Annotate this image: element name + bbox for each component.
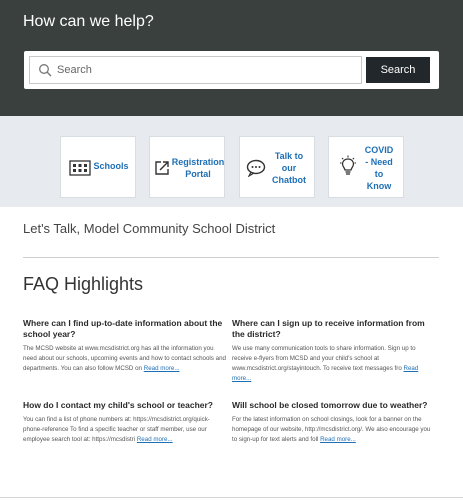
divider (0, 497, 463, 498)
read-more-link[interactable]: Read more... (320, 436, 356, 443)
hero-section (0, 0, 463, 116)
grid-icon (69, 157, 91, 179)
faq-answer: We use many communication tools to share information. Sign up to receive e-flyers from MCSD and your child's school at www.mcsdistrict.org/stayintouch. To receive text messages fro Read more... (232, 345, 419, 382)
quick-link-schools[interactable] (60, 136, 136, 198)
faq-answer: You can find a list of phone numbers at: https://mcsdistrict.org/quick-phone-reference To find a specific teacher or staff member, use our employee search tool at: https://mcsdistri Read more... (23, 416, 210, 443)
lightbulb-icon (339, 155, 357, 177)
read-more-link[interactable]: Read more... (143, 365, 180, 372)
read-more-link[interactable]: Read more... (232, 365, 419, 382)
hero-title: How can we help? (23, 13, 154, 30)
district-heading: Let's Talk, Model Community School District (23, 221, 276, 236)
quick-link-registration-portal[interactable] (149, 136, 225, 198)
quick-link-label: COVID - Need to Know (364, 145, 394, 191)
faq-title: FAQ Highlights (23, 274, 144, 294)
faq-answer: The MCSD website at www.mcsdistrict.org has all the information you need about our schools, upcoming events and how to contact schools and departments. You can also follow MCSD on Read more... (23, 345, 226, 372)
quick-link-chatbot[interactable] (239, 136, 315, 198)
faq-item (23, 400, 228, 445)
faq-question: Will school be closed tomorrow due to weather? (232, 400, 428, 410)
quick-link-label: Talk to our Chatbot (272, 151, 306, 185)
faq-question: Where can I find up-to-date information about the school year? (23, 318, 223, 339)
search-button[interactable]: Search (366, 57, 430, 83)
search-field[interactable] (29, 56, 362, 84)
divider (23, 257, 439, 258)
faq-answer: For the latest information on school closings, look for a banner on the homepage of our website, http://mcsdistrict.org/. We also encourage you to sign-up for text alerts and foll Read more... (232, 416, 431, 443)
faq-item (232, 318, 437, 384)
search-bar (24, 51, 439, 89)
faq-item (23, 318, 228, 374)
search-input[interactable] (57, 60, 347, 80)
read-more-link[interactable]: Read more... (136, 436, 173, 443)
quick-link-covid[interactable] (328, 136, 404, 198)
faq-question: Where can I sign up to receive information from the district? (232, 318, 425, 339)
faq-item (232, 400, 437, 445)
faq-question: How do I contact my child's school or teacher? (23, 400, 214, 410)
quick-link-label: Schools (93, 161, 129, 171)
search-icon (38, 63, 52, 77)
chat-icon (246, 159, 266, 177)
external-link-icon (154, 160, 170, 176)
quick-link-label: Registration Portal (171, 157, 225, 179)
